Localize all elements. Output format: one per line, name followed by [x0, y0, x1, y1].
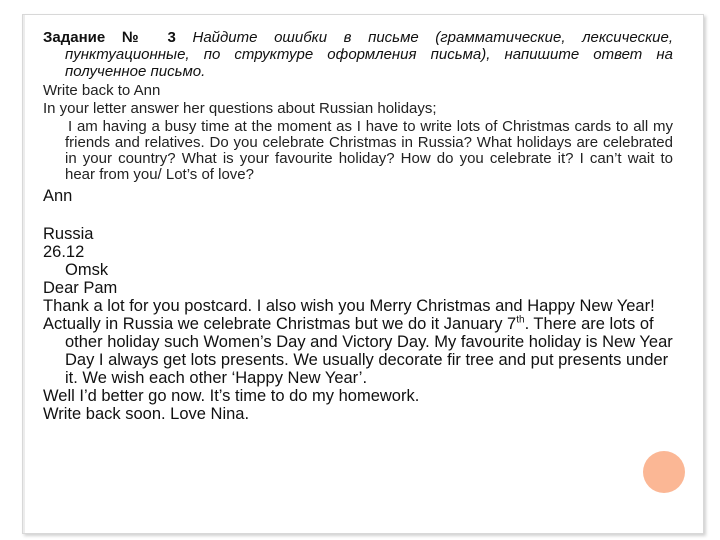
ann-signature: Ann: [43, 187, 73, 205]
ordinal-suffix: th: [516, 314, 525, 326]
reply-date: 26.12: [43, 243, 85, 261]
write-back-line: Write back to Ann: [43, 82, 161, 99]
frame-accent-bar: [23, 15, 25, 533]
para2-start: Actually in Russia we celebrate Christmas but we do it January 7: [43, 315, 517, 333]
task-label: Задание № 3: [43, 29, 176, 46]
letter-instruction-line: In your letter answer her questions about Russian holidays;: [43, 100, 437, 117]
reply-closing-1: Well I’d better go now. It’s time to do my homework.: [43, 387, 420, 405]
ann-letter-body: I am having a busy time at the moment as I have to write lots of Christmas cards to all my friends and relatives. Do you celebrate Christmas in Russia? What holidays are celebrated in your country? What is your favourite holiday? How do you celebrate it? I can’t wait to hear from you/ Lot’s of love?: [65, 118, 673, 183]
task-instruction: [43, 29, 673, 80]
reply-paragraph-2: [43, 315, 673, 387]
decorative-circle: [643, 451, 685, 493]
document-content: [43, 29, 673, 423]
reply-city: Omsk: [65, 261, 109, 279]
reply-paragraph-1: Thank a lot for you postcard. I also wish you Merry Christmas and Happy New Year!: [43, 297, 655, 315]
spacer: [43, 205, 673, 225]
reply-closing-2: Write back soon. Love Nina.: [43, 405, 250, 423]
task-text: Найдите ошибки в письме (грамматические, лексические, пунктуационные, по структуре оформления письма), напишите ответ на полученное письмо.: [65, 29, 674, 80]
para2-end: . There are lots of other holiday such Women’s Day and Victory Day. My favourite holiday is New Year Day I always get lots presents. We usually decorate fir tree and put presents under it. We wish each other ‘Happy New Year’.: [65, 315, 673, 387]
reply-country: Russia: [43, 225, 94, 243]
reply-greeting: Dear Pam: [43, 279, 118, 297]
